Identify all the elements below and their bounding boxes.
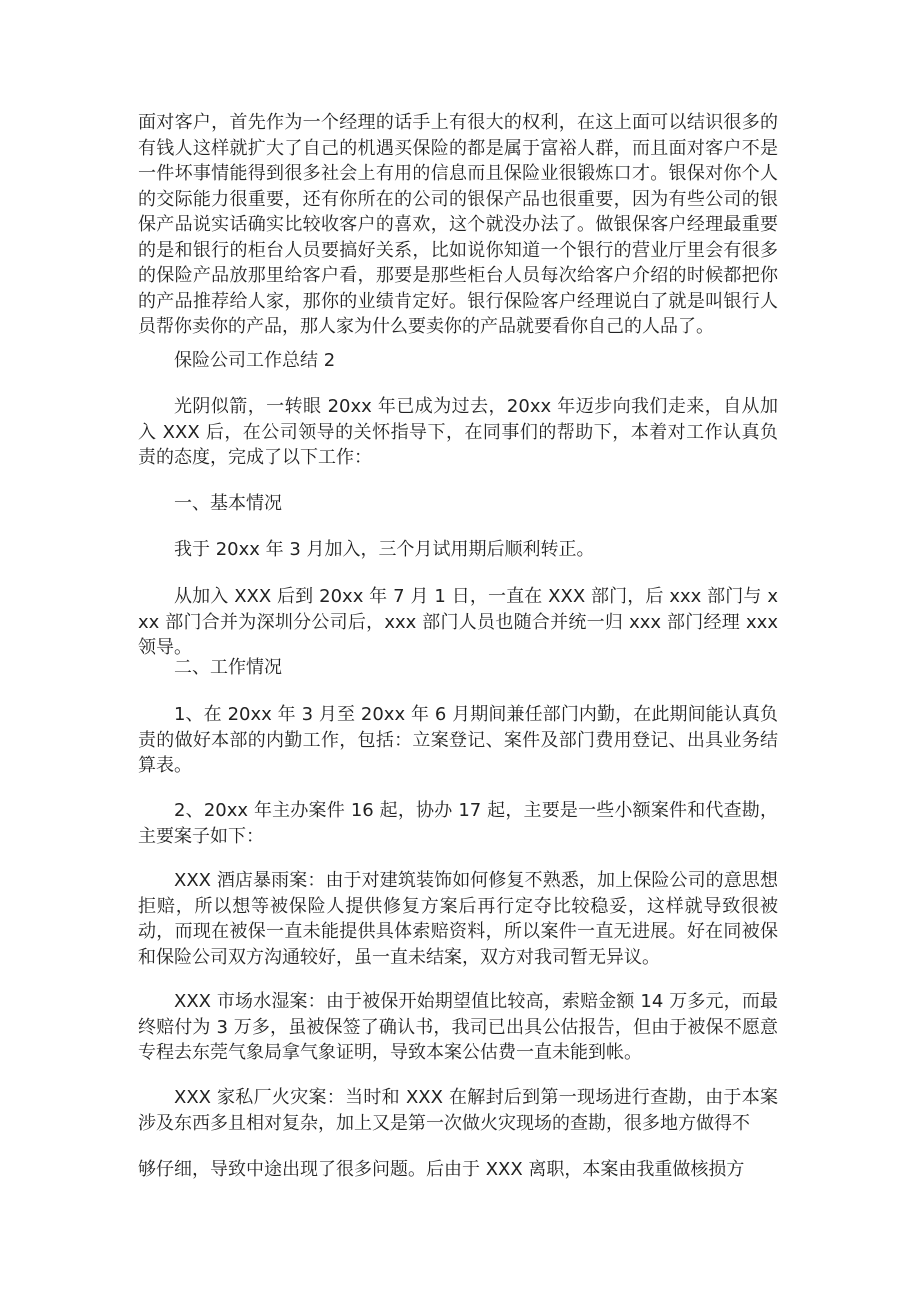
heading-work-situation: 二、工作情况 <box>174 657 282 678</box>
paragraph-case-factory-continued: 够仔细，导致中途出现了很多问题。后由于 XXX 离职，本案由我重做核损方 <box>138 1159 745 1180</box>
paragraph-opening: 光阴似箭，一转眼 20xx 年已成为过去，20xx 年迈步向我们走来，自从加入 XXX 后，在公司领导的关怀指导下，在同事们的帮助下，本着对工作认真负责的态度，完成了以下工作： <box>138 396 778 468</box>
paragraph-item-2: 2、20xx 年主办案件 16 起，协办 17 起，主要是一些小额案件和代查勘，主要案子如下： <box>138 800 778 847</box>
paragraph-case-factory: XXX 家私厂火灾案：当时和 XXX 在解封后到第一现场进行查勘，由于本案涉及东西多且相对复杂，加上又是第一次做火灾现场的查勘，很多地方做得不 <box>138 1087 778 1134</box>
heading-basic-situation: 一、基本情况 <box>174 493 282 514</box>
paragraph-item-1: 1、在 20xx 年 3 月至 20xx 年 6 月期间兼任部门内勤，在此期间能认真负责的做好本部的内勤工作，包括：立案登记、案件及部门费用登记、出具业务结算表。 <box>138 704 778 776</box>
paragraph-case-market: XXX 市场水湿案：由于被保开始期望值比较高，索赔金额 14 万多元，而最终赔付为 3 万多，虽被保签了确认书，我司已出具公估报告，但由于被保不愿意专程去东莞气象局拿气象证明，导致本案公估费一直未能到帐。 <box>138 991 778 1063</box>
paragraph-joining: 我于 20xx 年 3 月加入，三个月试用期后顺利转正。 <box>174 539 595 560</box>
paragraph-intro: 面对客户，首先作为一个经理的话手上有很大的权利，在这上面可以结识很多的有钱人这样就扩大了自己的机遇买保险的都是属于富裕人群，而且面对客户不是一件坏事情能得到很多社会上有用的信息而且保险业很锻炼口才。银保对你个人的交际能力很重要，还有你所在的公司的银保产品也很重要，因为有些公司的银保产品说实话确实比较收客户的喜欢，这个就没办法了。做银保客户经理最重要的是和银行的柜台人员要搞好关系，比如说你知道一个银行的营业厅里会有很多的保险产品放那里给客户看，那要是那些柜台人员每次给客户介绍的时候都把你的产品推荐给人家，那你的业绩肯定好。银行保险客户经理说白了就是叫银行人员帮你卖你的产品，那人家为什么要卖你的产品就要看你自己的人品了。 <box>138 112 778 337</box>
section-title: 保险公司工作总结 2 <box>174 350 336 371</box>
paragraph-department: 从加入 XXX 后到 20xx 年 7 月 1 日，一直在 XXX 部门，后 xxx 部门与 xxx 部门合并为深圳分公司后，xxx 部门人员也随合并统一归 xxx 部门经理 xxx 领导。 <box>138 586 778 658</box>
paragraph-case-hotel: XXX 酒店暴雨案：由于对建筑装饰如何修复不熟悉，加上保险公司的意思想拒赔，所以想等被保险人提供修复方案后再行定夺比较稳妥，这样就导致很被动，而现在被保一直未能提供具体索赔资料，所以案件一直无进展。好在同被保和保险公司双方沟通较好，虽一直未结案，双方对我司暂无异议。 <box>138 870 778 968</box>
